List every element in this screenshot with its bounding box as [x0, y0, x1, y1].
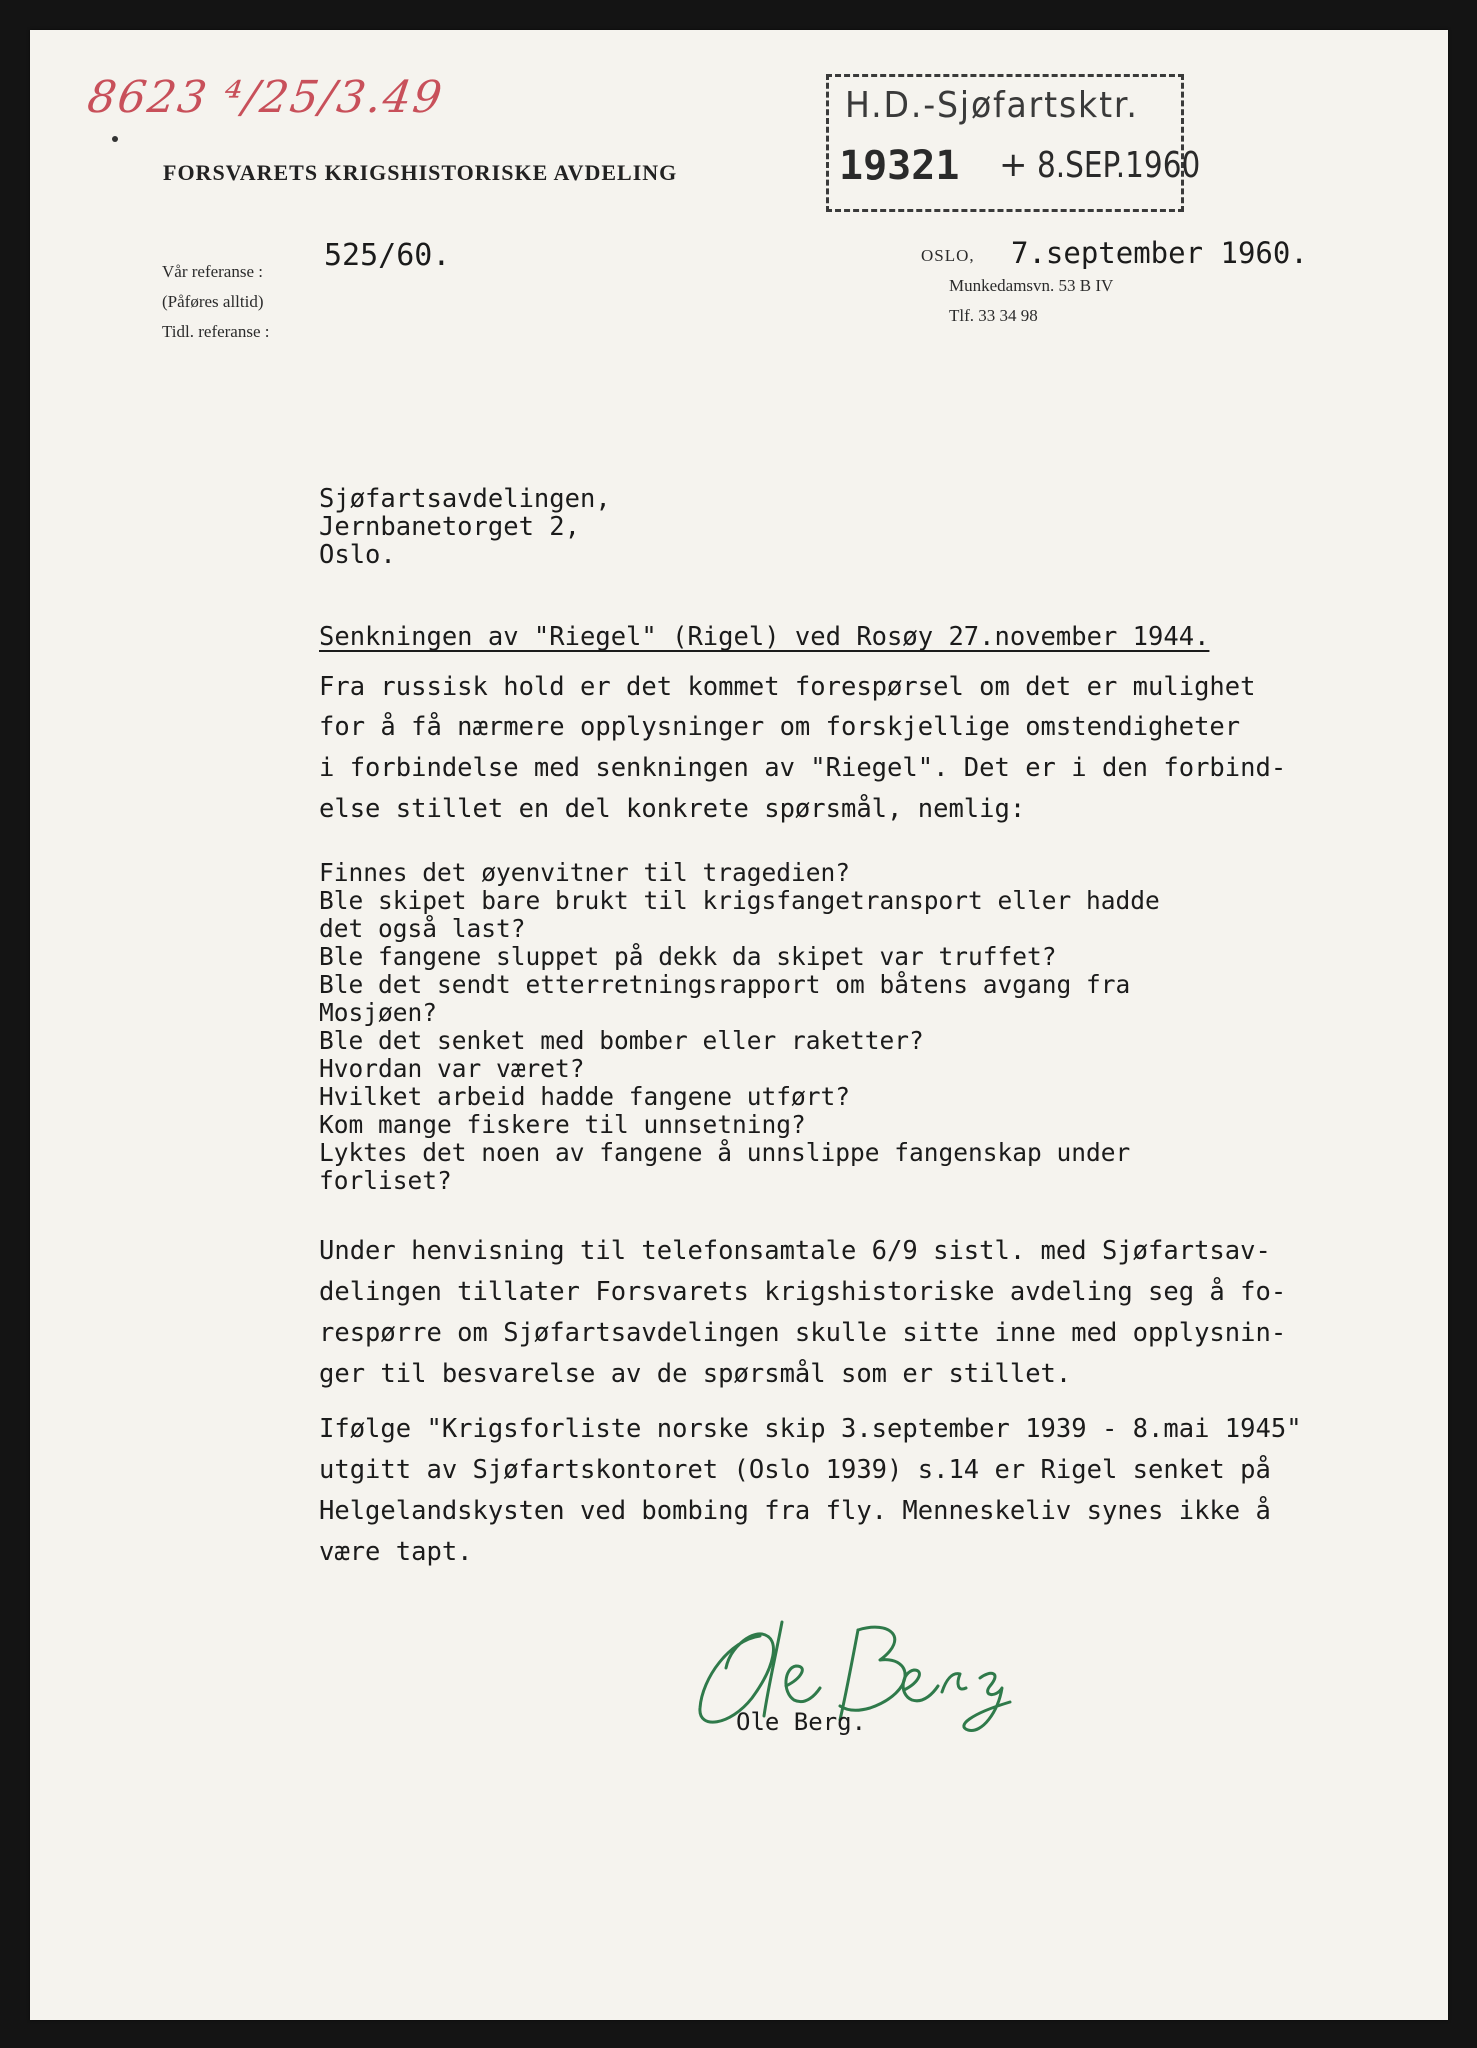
question-line: Hvilket arbeid hadde fangene utført? [319, 1082, 851, 1111]
question-line: det også last? [319, 914, 526, 943]
recipient-line: Oslo. [319, 540, 396, 570]
paragraph-line: delingen tillater Forsvarets krigshistoriske avdeling seg å fo- [319, 1277, 1287, 1307]
letter-date: 7.september 1960. [1011, 236, 1308, 270]
paragraph-line: Ifølge "Krigsforliste norske skip 3.september 1939 - 8.mai 1945" [319, 1414, 1302, 1444]
intro-line: i forbindelse med senkningen av "Riegel". Det er i den forbind- [319, 753, 1287, 783]
stamp-number: 19321 [839, 143, 960, 189]
question-line: Kom mange fiskere til unnsetning? [319, 1110, 806, 1139]
subject-line: Senkningen av "Riegel" (Rigel) ved Rosøy 27.november 1944. [319, 622, 1210, 652]
paragraph-line: Helgelandskysten ved bombing fra fly. Menneskeliv synes ikke å [319, 1496, 1271, 1526]
handwritten-reference-note: 8623 ⁴/25/3.49 [84, 72, 447, 123]
typed-signature-name: Ole Berg. [736, 1708, 867, 1736]
ink-dot [112, 136, 118, 142]
receipt-stamp [826, 74, 1201, 212]
intro-line: Fra russisk hold er det kommet forespørsel om det er mulighet [319, 672, 1256, 702]
question-line: forliset? [319, 1166, 452, 1195]
paragraph-line: Under henvisning til telefonsamtale 6/9 sistl. med Sjøfartsav- [319, 1236, 1271, 1266]
sender-street: Munkedamsvn. 53 B IV [949, 276, 1114, 295]
paragraph-line: være tapt. [319, 1537, 473, 1567]
intro-line: for å få nærmere opplysninger om forskjellige omstendigheter [319, 712, 1241, 742]
stamp-mark: + [999, 145, 1028, 185]
paragraph-line: respørre om Sjøfartsavdelingen skulle sitte inne med opplysnin- [319, 1318, 1287, 1348]
question-line: Ble det sendt etterretningsrapport om båtens avgang fra [319, 970, 1131, 999]
paragraph-line: utgitt av Sjøfartskontoret (Oslo 1939) s.14 er Rigel senket på [319, 1455, 1271, 1485]
city-label: OSLO, [921, 246, 975, 265]
recipient-line: Jernbanetorget 2, [319, 512, 580, 542]
letter-page [30, 30, 1448, 2020]
question-line: Lyktes det noen av fangene å unnslippe fangenskap under [319, 1138, 1131, 1167]
our-reference-value: 525/60. [324, 238, 451, 273]
sender-phone: Tlf. 33 34 98 [949, 306, 1038, 325]
intro-line: else stillet en del konkrete spørsmål, nemlig: [319, 794, 1026, 824]
question-line: Ble fangene sluppet på dekk da skipet var truffet? [319, 942, 1057, 971]
question-line: Mosjøen? [319, 998, 438, 1027]
question-line: Ble skipet bare brukt til krigsfangetransport eller hadde [319, 886, 1160, 915]
stamp-date: 8.SEP.1960 [1037, 145, 1201, 186]
reference-note: (Påføres alltid) [162, 292, 264, 311]
stamp-office: H.D.-Sjøfartsktr. [845, 85, 1139, 126]
question-line: Ble det senket med bomber eller raketter? [319, 1026, 924, 1055]
question-line: Hvordan var været? [319, 1054, 585, 1083]
question-line: Finnes det øyenvitner til tragedien? [319, 858, 851, 887]
previous-reference-label: Tidl. referanse : [162, 322, 270, 341]
recipient-line: Sjøfartsavdelingen, [319, 484, 611, 514]
paragraph-line: ger til besvarelse av de spørsmål som er stillet. [319, 1359, 1072, 1389]
letterhead-title: FORSVARETS KRIGSHISTORISKE AVDELING [163, 160, 678, 185]
our-reference-label: Vår referanse : [162, 262, 263, 281]
